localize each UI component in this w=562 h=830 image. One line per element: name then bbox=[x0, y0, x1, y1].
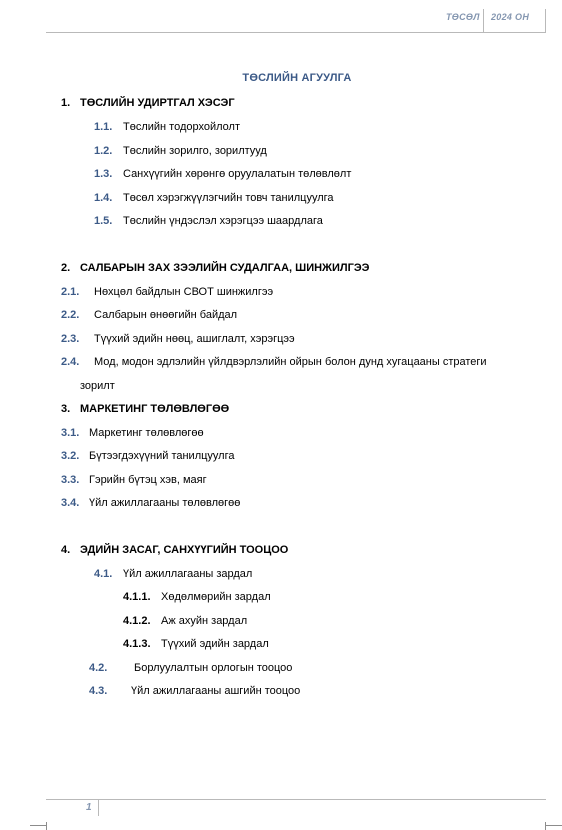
header-year-label: 2024 ОН bbox=[491, 12, 530, 22]
item-number: 4.2. bbox=[89, 662, 108, 674]
item-number: 1.2. bbox=[94, 145, 113, 157]
section-title: МАРКЕТИНГ ТӨЛӨВЛӨГӨӨ bbox=[80, 403, 230, 415]
toc-subitem-4-1-3[interactable] bbox=[123, 637, 269, 651]
item-text: Төслийн зорилго, зорилтууд bbox=[123, 145, 267, 157]
item-number: 1.5. bbox=[94, 215, 113, 227]
toc-item-2-1[interactable] bbox=[61, 285, 273, 299]
toc-section-3[interactable] bbox=[61, 402, 229, 416]
toc-subitem-4-1-2[interactable] bbox=[123, 614, 247, 628]
item-number: 2.2. bbox=[61, 309, 80, 321]
toc-item-1-1[interactable] bbox=[94, 120, 240, 134]
header-rule bbox=[46, 32, 546, 33]
item-text: Төслийн үндэслэл хэрэгцээ шаардлага bbox=[123, 215, 323, 227]
toc-item-2-4-continuation[interactable] bbox=[80, 379, 115, 393]
item-number: 2.4. bbox=[61, 356, 80, 368]
toc-section-1[interactable] bbox=[61, 96, 235, 110]
item-text: Үйл ажиллагааны зардал bbox=[123, 568, 253, 580]
toc-item-2-2[interactable] bbox=[61, 308, 237, 322]
toc-item-3-4[interactable] bbox=[61, 496, 240, 510]
subitem-number: 4.1.2. bbox=[123, 615, 151, 627]
header-project-label: ТӨСӨЛ bbox=[446, 12, 480, 22]
page-number: 1 bbox=[86, 802, 92, 813]
item-number: 3.3. bbox=[61, 474, 80, 486]
subitem-text: Хөдөлмөрийн зардал bbox=[161, 591, 271, 603]
item-number: 3.2. bbox=[61, 450, 80, 462]
toc-item-1-3[interactable] bbox=[94, 167, 351, 181]
toc-section-2[interactable] bbox=[61, 261, 370, 275]
item-text: Төсөл хэрэгжүүлэгчийн товч танилцуулга bbox=[123, 192, 334, 204]
item-number: 1.1. bbox=[94, 121, 113, 133]
item-text: Борлуулалтын орлогын тооцоо bbox=[134, 662, 293, 674]
toc-item-4-3[interactable] bbox=[89, 684, 300, 698]
toc-title: ТӨСЛИЙН АГУУЛГА bbox=[242, 72, 352, 84]
item-text-continuation: зорилт bbox=[80, 380, 115, 392]
item-number: 1.3. bbox=[94, 168, 113, 180]
crop-mark bbox=[545, 822, 546, 830]
toc-item-1-5[interactable] bbox=[94, 214, 323, 228]
subitem-text: Аж ахуйн зардал bbox=[161, 615, 248, 627]
subitem-number: 4.1.3. bbox=[123, 638, 151, 650]
item-text: Санхүүгийн хөрөнгө оруулалатын төлөвлөлт bbox=[123, 168, 352, 180]
item-text: Нөхцөл байдлын СВОТ шинжилгээ bbox=[94, 286, 274, 298]
footer-separator bbox=[98, 799, 99, 816]
toc-item-1-4[interactable] bbox=[94, 191, 334, 205]
section-title: ЭДИЙН ЗАСАГ, САНХҮҮГИЙН ТООЦОО bbox=[80, 544, 289, 556]
item-text: Мод, модон эдлэлийн үйлдвэрлэлийн ойрын болон дунд хугацааны стратеги bbox=[94, 356, 487, 368]
header-separator bbox=[545, 9, 546, 33]
item-text: Гэрийн бүтэц хэв, маяг bbox=[89, 474, 207, 486]
section-number: 3. bbox=[61, 403, 71, 415]
section-title: ТӨСЛИЙН УДИРТГАЛ ХЭСЭГ bbox=[80, 97, 235, 109]
item-number: 4.1. bbox=[94, 568, 113, 580]
item-number: 3.4. bbox=[61, 497, 80, 509]
section-title: САЛБАРЫН ЗАХ ЗЭЭЛИЙН СУДАЛГАА, ШИНЖИЛГЭЭ bbox=[80, 262, 370, 274]
item-number: 3.1. bbox=[61, 427, 80, 439]
item-text: Түүхий эдийн нөөц, ашиглалт, хэрэгцээ bbox=[94, 333, 295, 345]
item-text: Бүтээгдэхүүний танилцуулга bbox=[89, 450, 235, 462]
toc-item-4-1[interactable] bbox=[94, 567, 252, 581]
item-number: 2.3. bbox=[61, 333, 80, 345]
toc-item-1-2[interactable] bbox=[94, 144, 267, 158]
toc-item-3-1[interactable] bbox=[61, 426, 204, 440]
section-number: 4. bbox=[61, 544, 71, 556]
toc-item-3-2[interactable] bbox=[61, 449, 235, 463]
section-number: 1. bbox=[61, 97, 71, 109]
item-text: Үйл ажиллагааны төлөвлөгөө bbox=[89, 497, 241, 509]
crop-mark bbox=[546, 825, 562, 826]
toc-item-4-2[interactable] bbox=[89, 661, 292, 675]
toc-item-2-3[interactable] bbox=[61, 332, 295, 346]
toc-section-4[interactable] bbox=[61, 543, 288, 557]
toc-item-2-4[interactable] bbox=[61, 355, 487, 369]
footer-rule bbox=[46, 799, 546, 800]
item-text: Маркетинг төлөвлөгөө bbox=[89, 427, 204, 439]
toc-subitem-4-1-1[interactable] bbox=[123, 590, 271, 604]
item-text: Үйл ажиллагааны ашгийн тооцоо bbox=[131, 685, 301, 697]
item-text: Салбарын өнөөгийн байдал bbox=[94, 309, 238, 321]
section-number: 2. bbox=[61, 262, 71, 274]
crop-mark bbox=[46, 822, 47, 830]
item-number: 1.4. bbox=[94, 192, 113, 204]
subitem-text: Түүхий эдийн зардал bbox=[161, 638, 269, 650]
subitem-number: 4.1.1. bbox=[123, 591, 151, 603]
item-number: 2.1. bbox=[61, 286, 80, 298]
item-number: 4.3. bbox=[89, 685, 108, 697]
crop-mark bbox=[30, 825, 46, 826]
toc-item-3-3[interactable] bbox=[61, 473, 207, 487]
item-text: Төслийн тодорхойлолт bbox=[123, 121, 241, 133]
header-separator bbox=[483, 9, 484, 33]
